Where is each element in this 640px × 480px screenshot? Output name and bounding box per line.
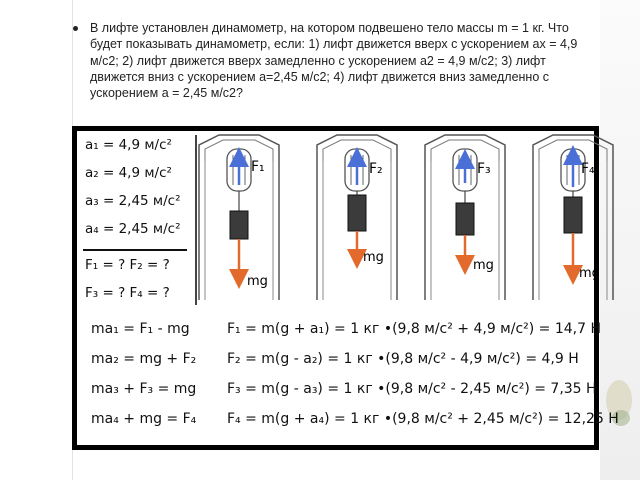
solution-2: F₂ = m(g - a₂) = 1 кг •(9,8 м/с² - 4,9 м/с²) = 4,9 Н [227,351,579,367]
unknown-f1-f2: F₁ = ? F₂ = ? [85,257,170,273]
weight-label-4: mg [579,266,600,281]
force-label-2: F₂ [369,161,383,177]
newton-law-1: ma₁ = F₁ - mg [91,321,190,337]
mass-block-1 [230,211,248,239]
newton-law-4: ma₄ + mg = F₄ [91,411,197,427]
bullet-icon [73,26,78,31]
newton-law-2: ma₂ = mg + F₂ [91,351,197,367]
mass-block-2 [348,195,366,231]
solution-3: F₃ = m(g - a₃) = 1 кг •(9,8 м/с² - 2,45 м/с²) = 7,35 Н [227,381,597,397]
force-label-3: F₃ [477,161,491,177]
unknown-f3-f4: F₃ = ? F₄ = ? [85,285,170,301]
mass-block-4 [564,197,582,233]
solution-figure-canvas [77,131,619,445]
slide-side-decoration [600,0,640,480]
given-a3: a₃ = 2,45 м/с² [85,193,181,209]
force-label-4: F₄ [581,161,595,177]
given-a2: a₂ = 4,9 м/с² [85,165,172,181]
solution-4: F₄ = m(g + a₄) = 1 кг •(9,8 м/с² + 2,45 м/с²) = 12,25 Н [227,411,619,427]
mass-block-3 [456,203,474,235]
solution-figure [72,126,619,450]
weight-label-2: mg [363,250,384,265]
problem-bullet [90,20,590,101]
force-label-1: F₁ [251,159,265,175]
solution-1: F₁ = m(g + a₁) = 1 кг •(9,8 м/с² + 4,9 м/с²) = 14,7 Н [227,321,602,337]
problem-text: В лифте установлен динамометр, на котором подвешено тело массы m = 1 кг. Что будет показывать динамометр, если: 1) лифт движется вверх с ускорением ах = 4,9 м/с2; 2) лифт движется вверх замедленно с ускорением а2 = 4,9 м/с2; 3) лифт движется вниз с ускорением а=2,45 м/с2; 4) лифт движется вниз замедленно с ускорением а = 2,45 м/с2? [90,21,578,101]
elevator-2 [317,135,397,300]
elevator-1 [199,135,279,300]
weight-label-1: mg [247,274,268,289]
given-a4: a₄ = 2,45 м/с² [85,221,181,237]
weight-label-3: mg [473,258,494,273]
elevator-3 [425,135,505,300]
given-a1: a₁ = 4,9 м/с² [85,137,172,153]
newton-law-3: ma₃ + F₃ = mg [91,381,197,397]
elevator-diagrams [77,131,600,306]
